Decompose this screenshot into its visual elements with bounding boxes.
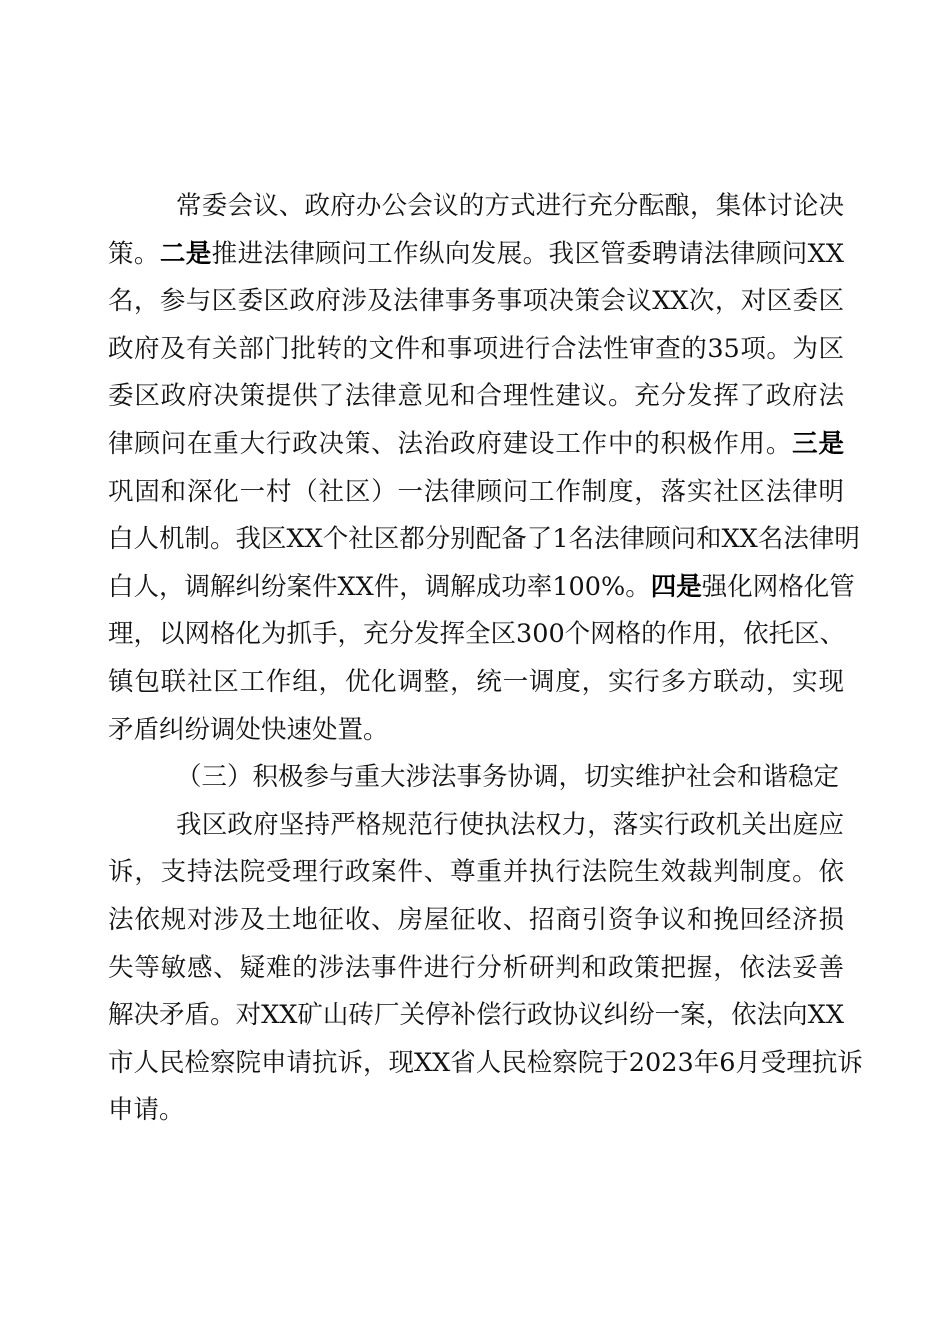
text-line: 白人，调解纠纷案件XX件，调解成功率100%。四是强化网格化管 — [108, 571, 855, 602]
bold-marker: 二是 — [159, 238, 212, 269]
text-line: 白人机制。我区XX个社区都分别配备了1名法律顾问和XX名法律明 — [108, 524, 860, 555]
text-line: 镇包联社区工作组，优化调整，统一调度，实行多方联动，实现 — [108, 666, 844, 697]
text-line: 诉，支持法院受理行政案件、尊重并执行法院生效裁判制度。依 — [108, 857, 844, 888]
text-line: 策。二是推进法律顾问工作纵向发展。我区管委聘请法律顾问XX — [108, 238, 844, 269]
text-line: 政府及有关部门批转的文件和事项进行合法性审查的35项。为区 — [108, 333, 844, 364]
text-line: 解决矛盾。对XX矿山砖厂关停补偿行政协议纠纷一案，依法向XX — [108, 1000, 844, 1031]
text-line: 律顾问在重大行政决策、法治政府建设工作中的积极作用。三是 — [108, 428, 844, 459]
bold-marker: 四是 — [650, 571, 702, 602]
text-line: 名，参与区委区政府涉及法律事务事项决策会议XX次，对区委区 — [108, 286, 844, 317]
text-line: 矛盾纠纷调处快速处置。 — [108, 714, 389, 745]
text-line: 常委会议、政府办公会议的方式进行充分酝酿，集体讨论决 — [176, 191, 844, 221]
section-heading-text: （三）积极参与重大涉法事务协调，切实维护社会和谐稳定 — [176, 762, 840, 793]
text-line: 申请。 — [108, 1095, 185, 1126]
text-line: 委区政府决策提供了法律意见和合理性建议。充分发挥了政府法 — [108, 381, 844, 412]
text-line: 巩固和深化一村（社区）一法律顾问工作制度，落实社区法律明 — [108, 476, 844, 507]
text-line: 失等敏感、疑难的涉法事件进行分析研判和政策把握，依法妥善 — [108, 952, 844, 983]
paragraph-1 — [108, 183, 860, 754]
paragraph-2 — [108, 802, 863, 1135]
text-line: 法依规对涉及土地征收、房屋征收、招商引资争议和挽回经济损 — [108, 904, 844, 935]
section-heading — [108, 754, 844, 802]
text-line: 我区政府坚持严格规范行使执法权力，落实行政机关出庭应 — [176, 809, 844, 840]
text-line: 理，以网格化为抓手，充分发挥全区300个网格的作用，依托区、 — [108, 619, 846, 650]
document-body — [108, 183, 863, 1135]
text-line: 市人民检察院申请抗诉，现XX省人民检察院于2023年6月受理抗诉 — [108, 1047, 863, 1078]
bold-marker: 三是 — [792, 428, 844, 459]
